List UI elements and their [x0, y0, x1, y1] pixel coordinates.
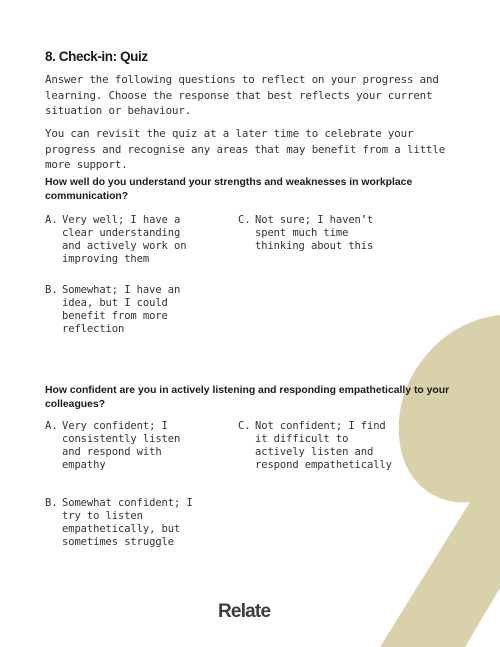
- brand-logo: Relate: [218, 601, 271, 622]
- option-text: Very confident; I consistently listen and respond with empathy: [62, 420, 181, 471]
- nine-shape-path: [380, 315, 500, 647]
- question-2: How confident are you in actively listening and responding empathetically to your colleagues?: [45, 385, 450, 410]
- option-text: Somewhat confident; I try to listen empathetically, but sometimes struggle: [62, 497, 193, 548]
- option-letter: C.: [238, 214, 251, 226]
- option-letter: B.: [45, 284, 58, 296]
- option-text: Not confident; I find it difficult to actively listen and respond empathetically: [255, 420, 392, 471]
- option-letter: A.: [45, 420, 58, 432]
- option-text: Not sure; I haven’t spent much time thinking about this: [255, 214, 374, 252]
- intro-paragraph-1: Answer the following questions to reflect on your progress and learning. Choose the response that best reflects your current situation or behaviour.: [45, 73, 439, 117]
- page-title: 8. Check-in: Quiz: [45, 49, 148, 64]
- option-text: Somewhat; I have an idea, but I could benefit from more reflection: [62, 284, 181, 335]
- option-text: Very well; I have a clear understanding and actively work on improving them: [62, 214, 187, 265]
- intro-paragraph-2: You can revisit the quiz at a later time to celebrate your progress and recognise any areas that may benefit from a little more support.: [45, 127, 446, 171]
- option-letter: A.: [45, 214, 58, 226]
- question-1: How well do you understand your strengths and weaknesses in workplace communication?: [45, 177, 413, 202]
- option-letter: B.: [45, 497, 58, 509]
- option-letter: C.: [238, 420, 251, 432]
